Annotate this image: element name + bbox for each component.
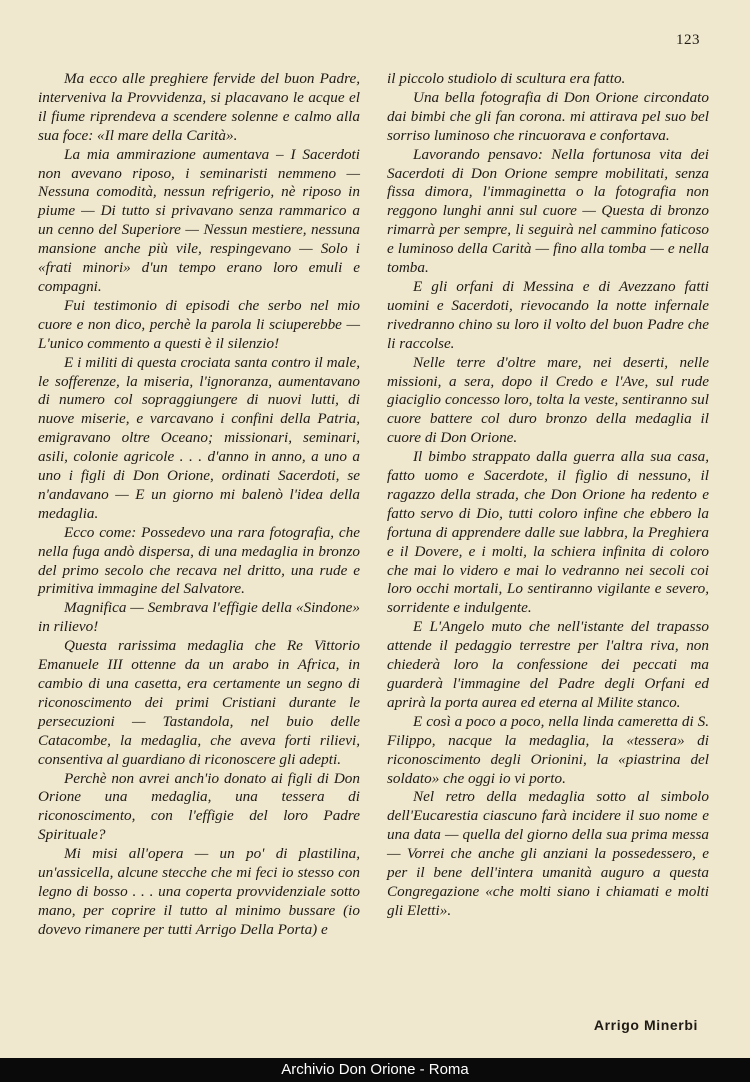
paragraph: La mia ammirazione aumentava – I Sacerdoti non avevano riposo, i seminaristi nemmeno — Nessuna comodità, nessun refrigerio, nè riposo in piume — Di tutto si privavano senza rammarico a un cenno del Superiore — Nessun mestiere, nessuna mansione anche più vile, respingevano — Solo i «frati minori» d'un tempo erano loro emuli e compagni.	[38, 145, 360, 295]
paragraph: Mi misi all'opera — un po' di plastilina, un'assicella, alcune stecche che mi feci io stesso con legno di bosso . . . una coperta provvidenziale sotto mano, per coprire il tutto al minimo bussare (io dovevo rimanere per tutti Arrigo Della Porta) e	[38, 845, 360, 938]
paragraph: Nel retro della medaglia sotto al simbolo dell'Eucarestia ciascuno farà incidere il suo nome e una data — quella del giorno della sua prima messa — Vorrei che anche gli anziani la possedessero, e per il bene dell'intera umanità auguro a questa Congregazione «che molti siano i chiamati e molti gli Eletti».	[387, 788, 709, 919]
left-column	[38, 70, 360, 940]
paragraph-continued: il piccolo studiolo di scultura era fatto.	[387, 70, 626, 87]
paragraph: Questa rarissima medaglia che Re Vittorio Emanuele III ottenne da un arabo in Africa, in cambio di una casetta, era certamente un segno di riconoscimento dei primi Cristiani durante le persecuzioni — Tastandola, nel buio delle Catacombe, la medaglia, che aveva forti rilievi, consentiva al guardiano di riconoscere gli adepti.	[38, 637, 360, 768]
paragraph: Perchè non avrei anch'io donato ai figli di Don Orione una medaglia, una tessera di riconoscimento, con l'effigie del loro Padre Spirituale?	[38, 769, 360, 844]
paragraph: E i militi di questa crociata santa contro il male, le sofferenze, la miseria, l'ignoranza, aumentavano di numero col sopraggiungere di nuovi lutti, di nuove miserie, e varcavano i confini della Patria, emigravano oltre Oceano; missionari, seminari, asili, colonie agricole . . . d'anno in anno, a uno a uno i figli di Don Orione, ordinati Sacerdoti, se n'andavano — E un giorno mi balenò l'idea della medaglia.	[38, 353, 360, 522]
paragraph: Lavorando pensavo: Nella fortunosa vita dei Sacerdoti di Don Orione sempre mobilitati, senza fissa dimora, l'immaginetta o la fotografia non reggono lunghi anni sul cuore — Questa di bronzo rimarrà per sempre, li seguirà nel cammino faticoso e luminoso della Carità — fino alla tomba — e nella tomba.	[387, 145, 709, 277]
author-signature: Arrigo Minerbi	[593, 1017, 698, 1033]
paragraph: Magnifica — Sembrava l'effigie della «Sindone» in rilievo!	[38, 599, 360, 636]
paragraph: Il bimbo strappato dalla guerra alla sua casa, fatto uomo e Sacerdote, il figlio di nessuno, il ragazzo della strada, che Don Orione ha redento e fatto servo di Dio, tutti coloro infine che ebbero la fortuna di apprendere dalle sue labbra, la Preghiera e il Dovere, e i molti, la schiera infinita di coloro che mai lo videro e mai lo vedranno nei secoli coi loro occhi mortali, Lo sentiranno vigilante e severo, sorridente e indulgente.	[387, 448, 709, 617]
paragraph: Nelle terre d'oltre mare, nei deserti, nelle missioni, a sera, dopo il Credo e l'Ave, sul rude giaciglio concesso loro, tolta la veste, sentiranno sul cuore battere col duro bronzo della medaglia il cuore di Don Orione.	[387, 353, 709, 447]
paragraph: E così a poco a poco, nella linda cameretta di S. Filippo, nacque la medaglia, la «tessera» di riconoscimento degli Orionini, la «piastrina del soldato» che oggi io vi porto.	[387, 712, 709, 787]
paragraph: Fui testimonio di episodi che serbo nel mio cuore e non dico, perchè la parola li sciuperebbe — L'unico commento a questi è il silenzio!	[38, 296, 360, 352]
archive-footer: Archivio Don Orione - Roma	[0, 1058, 750, 1082]
paragraph: E gli orfani di Messina e di Avezzano fatti uomini e Sacerdoti, rievocando la notte infernale rivedranno chino su loro il volto del buon Padre che li raccolse.	[387, 277, 709, 352]
page-number: 123	[676, 32, 700, 48]
paragraph: Ecco come: Possedevo una rara fotografia, che nella fuga andò dispersa, di una medaglia in bronzo del primo secolo che recava nel dritto, una rude e primitiva immagine del Salvatore.	[38, 523, 360, 598]
paragraph: E L'Angelo muto che nell'istante del trapasso attende il pedaggio terrestre per l'altra riva, non chiederà loro la confessione dei peccati ma guarderà l'immagine del Padre degli Orfani ed aprirà la porta aurea ed eterna al Milite stanco.	[387, 618, 709, 711]
right-column	[387, 70, 709, 921]
paragraph: Una bella fotografia di Don Orione circondato dai bimbi che gli fan corona. mi attirava pel suo bel sorriso luminoso che rincuorava e confortava.	[387, 88, 709, 144]
paragraph: Ma ecco alle preghiere fervide del buon Padre, interveniva la Provvidenza, si placavano le acque el il fiume riprendeva a scendere solenne e calmo alla sua foce: «Il mare della Carità».	[38, 70, 360, 144]
